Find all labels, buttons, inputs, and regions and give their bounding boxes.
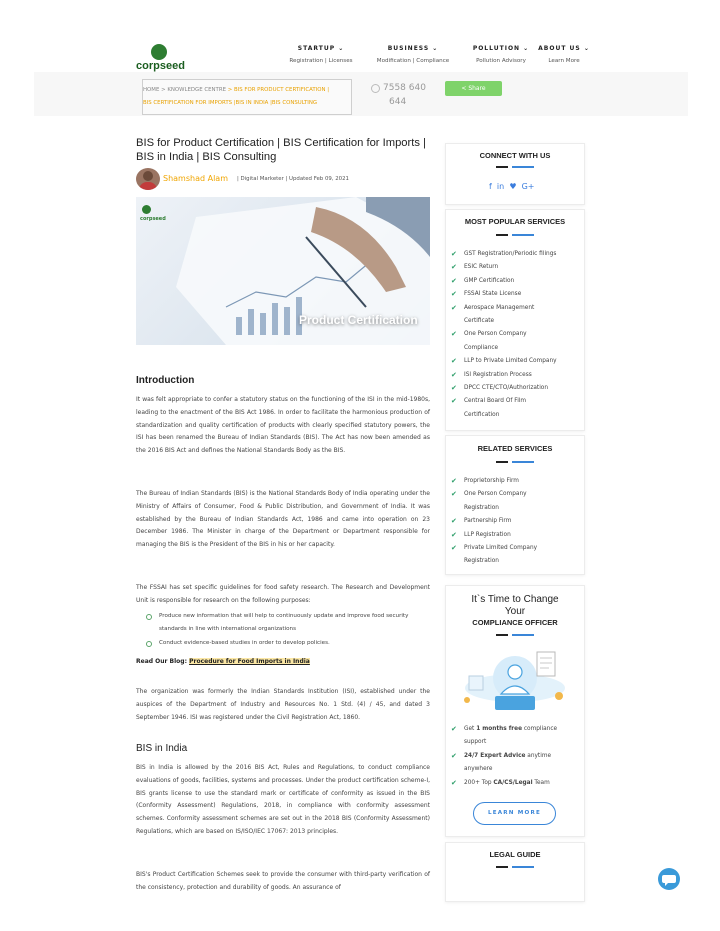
check-icon: ✔ bbox=[451, 250, 457, 258]
phone-number-cont[interactable]: 644 bbox=[389, 97, 407, 107]
twitter-icon[interactable]: ♥ bbox=[509, 182, 517, 191]
nav-pollution-sub: Pollution Advisory bbox=[476, 58, 526, 64]
related-services-list bbox=[451, 475, 581, 569]
chat-icon bbox=[658, 868, 680, 890]
chat-button[interactable] bbox=[658, 868, 680, 890]
compliance-point: ✔ 24/7 Expert Advice anytime bbox=[451, 750, 581, 763]
share-icon: < bbox=[461, 85, 467, 92]
nav-business[interactable] bbox=[365, 45, 461, 64]
check-icon: ✔ bbox=[451, 751, 457, 760]
author-meta: | Digital Marketer | Updated Feb 09, 2021 bbox=[237, 176, 349, 182]
hero-logo-text: corpseed bbox=[140, 216, 166, 222]
check-icon: ✔ bbox=[451, 530, 457, 539]
popular-services-title: MOST POPULAR SERVICES bbox=[464, 217, 566, 226]
phone-icon bbox=[371, 84, 380, 93]
breadcrumb-separator: > bbox=[161, 87, 166, 93]
service-link-cont[interactable]: Compliance bbox=[464, 344, 499, 351]
corpseed-logo-text[interactable]: corpseed bbox=[136, 60, 185, 72]
legal-guide-title: LEGAL GUIDE bbox=[489, 850, 541, 859]
check-icon: ✔ bbox=[451, 370, 457, 379]
hero-image bbox=[136, 197, 430, 345]
service-link-cont[interactable]: Registration bbox=[464, 558, 499, 565]
service-link[interactable]: ✔ Central Board Of Film bbox=[451, 395, 581, 408]
facebook-icon[interactable]: f bbox=[489, 182, 492, 191]
service-link[interactable]: ✔ LLP to Private Limited Company bbox=[451, 355, 581, 368]
title-underline bbox=[496, 866, 536, 868]
linkedin-icon[interactable]: in bbox=[496, 182, 505, 191]
nav-business-label[interactable]: BUSINESS bbox=[387, 45, 430, 52]
service-link[interactable]: ✔ Aerospace Management bbox=[451, 302, 581, 315]
page-title: BIS for Product Certification | BIS Certification for Imports | BIS in India | BIS Consulting bbox=[136, 137, 426, 163]
nav-startup-sub: Registration | Licenses bbox=[289, 58, 353, 64]
section-heading-introduction: Introduction bbox=[136, 375, 195, 386]
paragraph-6: BIS's Product Certification Schemes seek to provide the consumer with third-party verification of the consistency, protection and durability of goods. An assurance of bbox=[136, 871, 430, 891]
breadcrumb bbox=[142, 79, 352, 115]
hero-caption: Product Certification bbox=[299, 313, 418, 327]
author-name[interactable]: Shamshad Alam bbox=[163, 174, 228, 183]
chevron-down-icon: ⌄ bbox=[523, 45, 530, 52]
read-blog bbox=[136, 658, 310, 665]
compliance-point-cont: support bbox=[464, 739, 487, 746]
service-link[interactable]: ✔ FSSAI State License bbox=[451, 288, 581, 301]
nav-business-sub: Modification | Compliance bbox=[376, 58, 450, 64]
check-icon: ✔ bbox=[451, 303, 457, 312]
check-icon: ✔ bbox=[451, 357, 457, 366]
breadcrumb-bar bbox=[34, 72, 688, 116]
compliance-title-line2: Your bbox=[504, 606, 526, 617]
hero-logo-icon bbox=[142, 205, 151, 214]
check-icon: ✔ bbox=[451, 330, 457, 339]
service-link[interactable]: ✔ ISI Registration Process bbox=[451, 369, 581, 382]
connect-title: CONNECT WITH US bbox=[479, 151, 551, 160]
nav-pollution[interactable] bbox=[466, 45, 536, 64]
list-item: Produce new information that will help to continuously update and improve food security standards in line with international organizations bbox=[159, 613, 409, 632]
chevron-down-icon: ⌄ bbox=[583, 45, 590, 52]
popular-services-list bbox=[451, 248, 581, 422]
service-link[interactable]: ✔ One Person Company bbox=[451, 488, 581, 501]
compliance-title-line1: It`s Time to Change bbox=[471, 594, 559, 605]
breadcrumb-line bbox=[143, 87, 329, 93]
chevron-down-icon: ⌄ bbox=[338, 45, 345, 52]
check-icon: ✔ bbox=[451, 544, 457, 553]
section-heading-bis-in-india: BIS in India bbox=[136, 743, 188, 754]
avatar bbox=[136, 168, 160, 190]
learn-more-button[interactable]: LEARN MORE bbox=[473, 802, 556, 825]
social-links bbox=[489, 182, 534, 191]
breadcrumb-current-cont: BIS CERTIFICATION FOR IMPORTS |BIS IN INDIA |BIS CONSULTING bbox=[143, 100, 318, 106]
compliance-point: ✔ 200+ Top CA/CS/Legal Team bbox=[451, 777, 581, 790]
compliance-points bbox=[451, 723, 581, 790]
paragraph-4: The organization was formerly the Indian Standards Institution (ISI), established under the auspices of the Department of Industry and Resources No. 1 Std. (4) / 45, and dated 3 September 1946. ISI was registered under the Civil Registration Act, 1860. bbox=[136, 688, 430, 721]
list-item: Conduct evidence-based studies in order to develop policies. bbox=[159, 640, 330, 646]
phone-number[interactable]: 7558 640 bbox=[383, 83, 426, 93]
compliance-point: ✔ Get 1 months free compliance bbox=[451, 723, 581, 736]
nav-startup[interactable] bbox=[276, 45, 366, 64]
bullet-circle-icon bbox=[146, 614, 152, 620]
check-icon: ✔ bbox=[451, 778, 457, 787]
check-icon: ✔ bbox=[451, 490, 457, 499]
service-link[interactable]: ✔ Private Limited Company bbox=[451, 542, 581, 555]
nav-pollution-label[interactable]: POLLUTION bbox=[472, 45, 521, 52]
check-icon: ✔ bbox=[451, 290, 457, 299]
service-link-cont[interactable]: Certification bbox=[464, 411, 500, 418]
chevron-down-icon: ⌄ bbox=[432, 45, 439, 52]
service-link[interactable]: ✔ GMP Certification bbox=[451, 275, 581, 288]
service-link[interactable]: ✔ Partnership Firm bbox=[451, 515, 581, 528]
service-link[interactable]: ✔ Proprietorship Firm bbox=[451, 475, 581, 488]
nav-about-sub: Learn More bbox=[548, 58, 580, 64]
related-services-title: RELATED SERVICES bbox=[477, 444, 553, 453]
title-underline bbox=[496, 166, 536, 168]
service-link[interactable]: ✔ ESIC Return bbox=[451, 261, 581, 274]
compliance-illustration bbox=[455, 648, 575, 718]
nav-about[interactable] bbox=[538, 45, 590, 64]
check-icon: ✔ bbox=[451, 276, 457, 285]
service-link-cont[interactable]: Certificate bbox=[464, 318, 495, 325]
check-icon: ✔ bbox=[451, 384, 457, 393]
bullet-circle-icon bbox=[146, 641, 152, 647]
check-icon: ✔ bbox=[451, 263, 457, 272]
paragraph-1: It was felt appropriate to confer a statutory status on the functioning of the ISI in the mid-1980s, leading to the enactment of the BIS Act 1986. In order to facilitate the harmonious production of standardization and quality certification of products with clearly specified statutory powers, the ISI has been renamed the Bureau of Indian Standards (BIS). The Act has now been amended as the 2016 BIS Act and defines the National Standards Body as the BIS. bbox=[136, 396, 430, 455]
breadcrumb-separator: > bbox=[227, 87, 233, 93]
paragraph-5: BIS in India is allowed by the 2016 BIS Act, Rules and Regulations, to conduct compliance evaluations of goods, facilities, systems and processes. Under the product certification scheme-I, BIS grants license to use the standard mark or certificate of conformity as issued in the BIS (Conformity Assessment) Regulations, 2018, in compliance with conformity assessment schemes. Conformity assessment schemes are set out in the 2018 BIS (Conformity Assessment) Regulations, which are based on IS/ISO/IEC 17067: 2013 principles. bbox=[136, 764, 430, 835]
title-underline bbox=[496, 461, 536, 463]
title-underline bbox=[496, 234, 536, 236]
check-icon: ✔ bbox=[451, 517, 457, 526]
service-link[interactable]: ✔ LLP Registration bbox=[451, 529, 581, 542]
read-blog-link[interactable]: Procedure for Food Imports in India bbox=[189, 658, 310, 665]
check-icon: ✔ bbox=[451, 397, 457, 406]
paragraph-2: The Bureau of Indian Standards (BIS) is the National Standards Body of India operating under the Ministry of Affairs of Consumer, Food & Public Distribution, and Government of India. It was established by the Bureau of Indian Standards Act, 1986 and came into operation on 23 December 1986. The Minister in charge of the Department or Department responsible for managing the BIS is the President of the BIS in his or her capacity. bbox=[136, 490, 430, 549]
nav-about-label[interactable]: ABOUT US bbox=[538, 45, 581, 52]
read-blog-label: Read Our Blog: bbox=[136, 658, 187, 665]
service-link-cont[interactable]: Registration bbox=[464, 504, 499, 511]
compliance-point-cont: anywhere bbox=[464, 766, 493, 773]
breadcrumb-knowledge[interactable]: KNOWLEDGE CENTRE bbox=[167, 87, 226, 93]
title-underline bbox=[496, 634, 536, 636]
service-link[interactable]: ✔ One Person Company bbox=[451, 328, 581, 341]
check-icon: ✔ bbox=[451, 477, 457, 485]
share-label: Share bbox=[468, 85, 486, 92]
paragraph-3: The FSSAI has set specific guidelines for food safety research. The Research and Development Unit is responsible for research on the following purposes: bbox=[136, 584, 430, 604]
google-plus-icon[interactable]: G+ bbox=[521, 182, 535, 191]
compliance-title-line3: COMPLIANCE OFFICER bbox=[472, 618, 558, 627]
share-button[interactable] bbox=[445, 81, 502, 96]
breadcrumb-home[interactable]: HOME bbox=[143, 87, 160, 93]
service-link[interactable]: ✔ DPCC CTE/CTO/Authorization bbox=[451, 382, 581, 395]
nav-startup-label[interactable]: STARTUP bbox=[297, 45, 336, 52]
service-link[interactable]: ✔ GST Registration/Periodic filings bbox=[451, 248, 581, 261]
corpseed-logo-icon[interactable] bbox=[151, 44, 167, 60]
check-icon: ✔ bbox=[451, 725, 457, 733]
breadcrumb-current: BIS FOR PRODUCT CERTIFICATION | bbox=[233, 87, 330, 93]
